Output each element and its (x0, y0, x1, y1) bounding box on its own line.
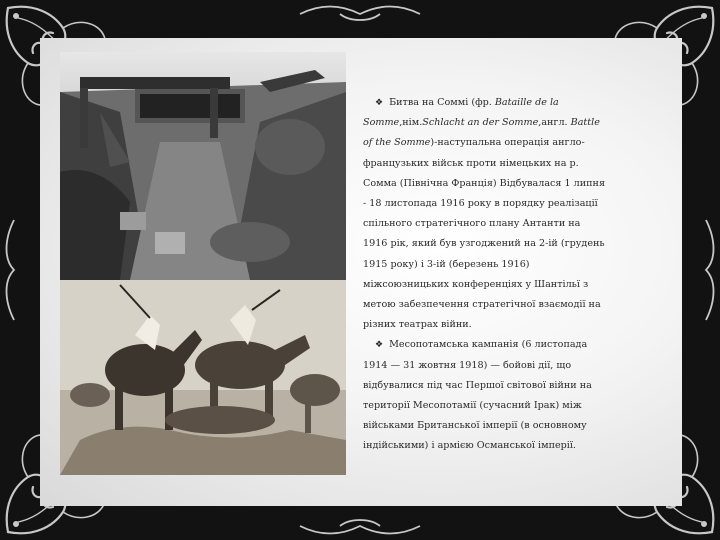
bullet-somme-text-7: )-наступальна операція англо-французьких військ проти німецьких на р. Сомма (Північна Франція) Відбувалася 1 липня - 18 листопада 1916 року в порядку реалізації спільного стратегічного плану Антанти на 1916 рік, який був узгоджений на 2-ій (грудень 1915 року) і 3-ій (березень 1916) міжсоюзницьких конференціях у Шантільї з метою забезпечення стратегічної взаємодії на різних театрах війни. (363, 137, 605, 331)
edge-ornament-bottom-icon (300, 520, 420, 534)
diamond-bullet-icon: ❖ (375, 98, 384, 108)
bullet-somme-text-3: ,нім. (399, 117, 423, 129)
bullet-somme (363, 93, 605, 335)
bullet-somme-text-1: Битва на Соммі (фр. (389, 97, 495, 108)
slide-text (363, 93, 605, 457)
mesopotamia-cavalry-illustration (60, 280, 346, 475)
bullet-somme-text-4: Schlacht an der Somme (422, 117, 539, 129)
edge-ornament-right-icon (706, 220, 714, 320)
diamond-bullet-icon: ❖ (375, 340, 384, 351)
bullet-somme-text-2: Bataille de la Somme (363, 97, 559, 129)
somme-trench-photo (60, 52, 346, 280)
bullet-mesopotamia-text: Месопотамська кампанія (6 листопада 1914 — 31 жовтня 1918) — бойові дії, що відбувалися під час Першої світової війни на території Месопотамії (сучасний Ірак) між військами Британської імперії (в основному індійськими) і армією Османської імперії. (363, 339, 592, 452)
bullet-somme-text-6: Battle of the Somme (363, 117, 600, 149)
bullet-somme-text-5: ,англ. (538, 117, 571, 129)
edge-ornament-left-icon (7, 220, 15, 320)
bullet-mesopotamia (363, 335, 605, 456)
edge-ornament-top-icon (300, 7, 420, 21)
